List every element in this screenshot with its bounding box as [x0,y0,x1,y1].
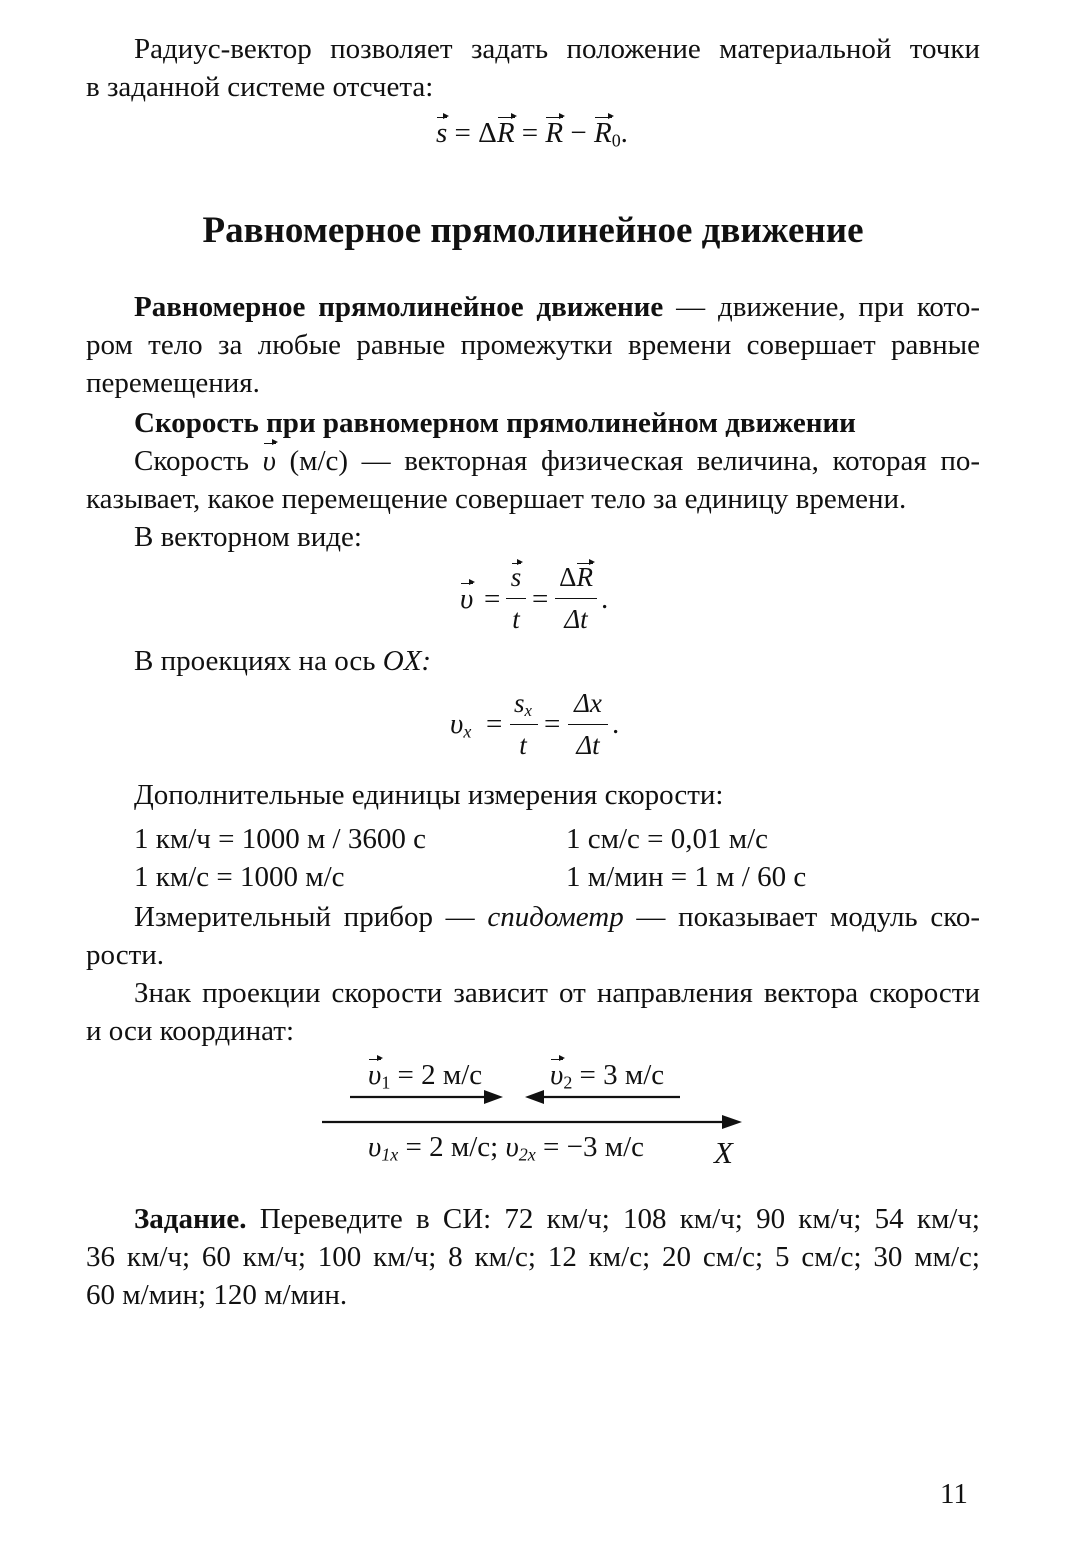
axis-x-label: X [714,1135,733,1170]
sign-line-1: Знак проекции скорости зависит от направления вектора скорости [134,977,980,1009]
definition-line-3: перемещения. [86,367,260,399]
unit-right-1: 1 см/с = 0,01 м/с [566,823,769,855]
v2-arrow [525,1090,680,1104]
x-axis-arrow [322,1115,742,1129]
intro-line-2: в заданной системе отсчета: [86,71,434,103]
task-line-3: 60 м/мин; 120 м/мин. [86,1279,348,1311]
v1-label: $\upsilon_1 = 2$ м/с [368,1059,483,1093]
task-line-2: 36 км/ч; 60 км/ч; 100 км/ч; 8 км/с; 12 км/с; 20 см/с; 5 см/с; 30 мм/с; [86,1241,980,1273]
unit-right-2: 1 м/мин = 1 м / 60 с [566,861,807,893]
task-line-1: Задание. Переведите в СИ: 72 км/ч; 108 км/ч; 90 км/ч; 54 км/ч; [134,1203,980,1235]
page-number: 11 [940,1478,968,1510]
device-line-2: рости. [86,939,165,971]
projection-values: $\upsilon_{1x} = 2$ м/с; $\upsilon_{2x} = -3$ м/с [368,1131,645,1165]
radius-vector-formula: $s = \Delta R = R - R_0$. [436,117,628,151]
projection-label: В проекциях на ось OX: [134,645,432,677]
speed-def-line-1: Скорость υ (м/с) — векторная физическая величина, которая по- [134,442,980,480]
sign-line-2: и оси координат: [86,1015,295,1047]
unit-left-1: 1 км/ч = 1000 м / 3600 с [134,823,426,855]
section-title: Равномерное прямолинейное движение [202,210,864,251]
definition-term: Равномерное прямолинейное движение [134,291,664,323]
device-line-1: Измерительный прибор — спидометр — показывает модуль ско- [134,901,980,933]
task-label: Задание. [134,1203,247,1235]
device-name: спидометр [487,901,624,933]
subheading: Скорость при равномерном прямолинейном движении [134,407,856,439]
definition-line-2: ром тело за любые равные промежутки времени совершает равные [86,329,980,361]
speed-def-line-2: казывает, какое перемещение совершает тело за единицу времени. [86,483,907,515]
intro-line-1: Радиус-вектор позволяет задать положение материальной точки [134,33,980,65]
book-page: Радиус-вектор позволяет задать положение материальной точки в заданной системе отсчета: $s = \Delta R = R - R_0$. Равномерное прямолинейное движение Равномерное прямолинейное движение — движение, при кото- ром тело за любые равные промежутки времени совершает равные перемещения. Скорость при равномерном прямолинейном движении Скорость υ (м/с) — векторная физическая величина, которая по- казывает, какое перемещение совершает тело за единицу времени. В векторном виде: υ = s t = ΔR Δt . В проекциях на ось OX: $\upsilon_x$ = $s_x$ t = Δx Δt . Дополнительные единицы измерения скорости: 1 км/ч = 1000 м / 3600 с 1 см/с = 0,01 м/с 1 км/с = 1000 м/с 1 м/мин = 1 м / 60 с Измерительный прибор — спидометр — показывает модуль ско- рости. Знак проекции скорости зависит от направления вектора скорости и оси координат: $\upsilon_1 = 2$ м/с $\upsilon_2 = 3$ м/с $\upsilon_{1x} = 2$ м/с; $\upsilon_{2x} = -3$ м/с X Задание. Переведите в СИ: 72 км/ч; 108 км/ч; 90 км/ч; 54 км/ч; 36 км/ч; 60 км/ч; 100 км/ч; 8 км/с; 12 км/с; 20 см/с; 5 см/с; 30 мм/с; 60 м/мин; 120 м/мин. 11 [0,0,1066,1544]
units-label: Дополнительные единицы измерения скорости: [134,779,724,811]
v1-arrow [350,1090,503,1104]
definition-line-1: Равномерное прямолинейное движение — движение, при кото- [134,291,980,323]
unit-left-2: 1 км/с = 1000 м/с [134,861,345,893]
vector-form-label: В векторном виде: [134,521,362,553]
v2-label: $\upsilon_2 = 3$ м/с [550,1059,665,1093]
